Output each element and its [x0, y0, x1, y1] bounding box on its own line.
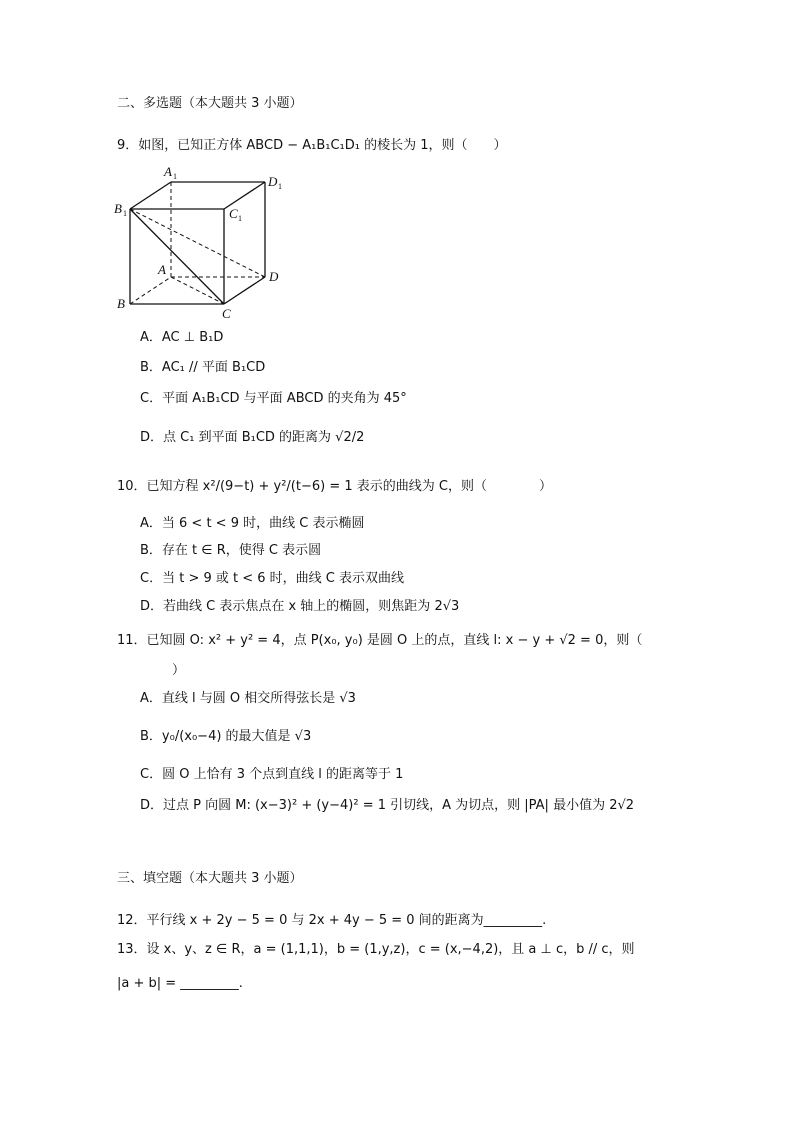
label-B: B [117, 296, 125, 311]
question-13-stem-cont: |a + b| = _________. [117, 976, 243, 991]
label-A1: A [164, 164, 172, 179]
label-C: C [222, 306, 231, 321]
question-10-option-a[interactable]: A．当 6 < t < 9 时，曲线 C 表示椭圆 [140, 516, 365, 531]
question-10-option-b[interactable]: B．存在 t ∈ R，使得 C 表示圆 [140, 543, 322, 558]
question-9-option-b[interactable]: B．AC₁ // 平面 B₁CD [140, 360, 266, 375]
section-heading-fill-in: 三、填空题（本大题共 3 小题） [117, 871, 303, 886]
question-10-option-d[interactable]: D．若曲线 C 表示焦点在 x 轴上的椭圆，则焦距为 2√3 [140, 599, 460, 614]
question-9-option-c[interactable]: C．平面 A₁B₁CD 与平面 ABCD 的夹角为 45° [140, 391, 407, 406]
svg-text:1: 1 [238, 214, 242, 223]
question-11-stem: 11．已知圆 O: x² + y² = 4，点 P(x₀, y₀) 是圆 O 上的点，直线 l: x − y + √2 = 0，则（ [117, 633, 643, 648]
svg-text:1: 1 [278, 182, 282, 191]
question-12-stem: 12．平行线 x + 2y − 5 = 0 与 2x + 4y − 5 = 0 间的距离为_________. [117, 913, 547, 928]
cube-figure [112, 162, 302, 322]
question-9-option-d[interactable]: D．点 C₁ 到平面 B₁CD 的距离为 √2/2 [140, 430, 365, 445]
label-A: A [158, 262, 166, 277]
question-9-stem: 9．如图，已知正方体 ABCD − A₁B₁C₁D₁ 的棱长为 1，则（ ） [117, 138, 507, 153]
question-11-option-d[interactable]: D．过点 P 向圆 M: (x−3)² + (y−4)² = 1 引切线，A 为切点，则 |PA| 最小值为 2√2 [140, 798, 635, 813]
question-13-stem: 13．设 x、y、z ∈ R，a = (1,1,1)，b = (1,y,z)，c = (x,−4,2)，且 a ⊥ c，b // c，则 [117, 942, 635, 957]
question-11-stem-cont: ） [172, 663, 186, 678]
question-11-option-c[interactable]: C．圆 O 上恰有 3 个点到直线 l 的距离等于 1 [140, 767, 404, 782]
label-B1: B [114, 201, 122, 216]
label-C1: C [229, 206, 238, 221]
svg-text:1: 1 [173, 172, 177, 181]
question-11-option-b[interactable]: B．y₀/(x₀−4) 的最大值是 √3 [140, 729, 312, 744]
question-11-option-a[interactable]: A．直线 l 与圆 O 相交所得弦长是 √3 [140, 691, 356, 706]
question-10-stem: 10．已知方程 x²/(9−t) + y²/(t−6) = 1 表示的曲线为 C，则（ ） [117, 479, 552, 494]
question-10-option-c[interactable]: C．当 t > 9 或 t < 6 时，曲线 C 表示双曲线 [140, 571, 404, 586]
svg-text:1: 1 [123, 209, 127, 218]
label-D1: D [268, 174, 278, 189]
label-D: D [269, 269, 279, 284]
section-heading-multiple-choice: 二、多选题（本大题共 3 小题） [117, 96, 303, 111]
question-9-option-a[interactable]: A．AC ⊥ B₁D [140, 330, 224, 345]
